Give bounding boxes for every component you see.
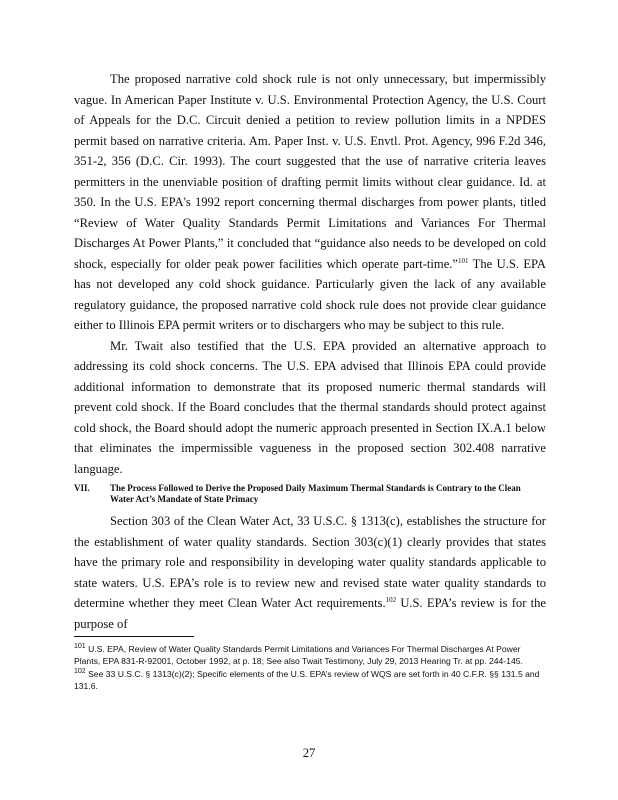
page-number: 27 xyxy=(302,746,316,760)
footnote-text: U.S. EPA, Review of Water Quality Standards Permit Limitations and Variances For Thermal Discharges At Power Plants, EPA 831-R-92001, October 1992, at p. 18; See also Twait Testimony, July 29, 2013 Hearing Tr. at pp. 244-145. xyxy=(74,644,523,666)
footnote-number: 101 xyxy=(74,643,86,651)
footnote-number: 102 xyxy=(74,668,86,676)
body-text xyxy=(74,69,546,634)
section-title: The Process Followed to Derive the Proposed Daily Maximum Thermal Standards is Contrary to the Clean Water Act’s Mandate of State Primacy xyxy=(110,483,521,504)
footnotes xyxy=(74,644,546,694)
footnote-101 xyxy=(74,644,546,667)
footnote-ref-102[interactable]: 102 xyxy=(385,595,397,604)
paragraph-alternative-approach: Mr. Twait also testified that the U.S. EPA provided an alternative approach to addressing its cold shock concerns. The U.S. EPA advised that Illinois EPA could provide additional information to demonstrate that its proposed numeric thermal standards will prevent cold shock. If the Board concludes that the thermal standards should protect against cold shock, the Board should adopt the numeric approach presented in Section IX.A.1 below that eliminates the impermissible vagueness in the proposed section 302.408 narrative language. xyxy=(74,338,546,476)
section-heading xyxy=(74,483,546,505)
footnote-text: See 33 U.S.C. § 1313(c)(2); Specific elements of the U.S. EPA’s review of WQS are set forth in 40 C.F.R. §§ 131.5 and 131.6. xyxy=(74,669,540,691)
footnote-102 xyxy=(74,669,546,692)
footnote-divider xyxy=(74,636,194,637)
paragraph-vagueness: The proposed narrative cold shock rule is not only unnecessary, but impermissibly vague. In American Paper Institute v. U.S. Environmental Protection Agency, the U.S. Court of Appeals for the D.C. Circuit denied a petition to review pollution limits in a NPDES permit based on narrative criteria. Am. Paper Inst. v. U.S. Envtl. Prot. Agency, 996 F.2d 346, 351-2, 356 (D.C. Cir. 1993). The court suggested that the use of narrative criteria leaves permitters in the unenviable position of drafting permit limits without clear guidance. Id. at 350. In the U.S. EPA's 1992 report concerning thermal discharges from power plants, titled “Review of Water Quality Standards Permit Limitations and Variances For Thermal Discharges At Power Plants,” it concluded that “guidance also needs to be developed on cold shock, especially for older peak power facilities which operate part-time.”$^{101}$ The U.S. EPA has not developed any cold shock guidance. Particularly given the lack of any available regulatory guidance, the proposed narrative cold shock rule does not provide clear guidance either to Illinois EPA permit writers or to dischargers who may be subject to this rule. xyxy=(74,72,547,332)
footnote-ref-101[interactable]: 101 xyxy=(458,256,469,265)
section-number: VII. xyxy=(74,483,90,493)
paragraph-section-303: Section 303 of the Clean Water Act, 33 U.S.C. § 1313(c), establishes the structure for the establishment of water quality standards. Section 303(c)(1) clearly provides that states have the primary role and responsibility in developing water quality standards applicable to state waters. U.S. EPA’s role is to review new and revised state water quality standards to determine whether they meet Clean Water Act requirements.$^{102}$ U.S. EPA’s review is for the purpose of xyxy=(74,514,546,631)
